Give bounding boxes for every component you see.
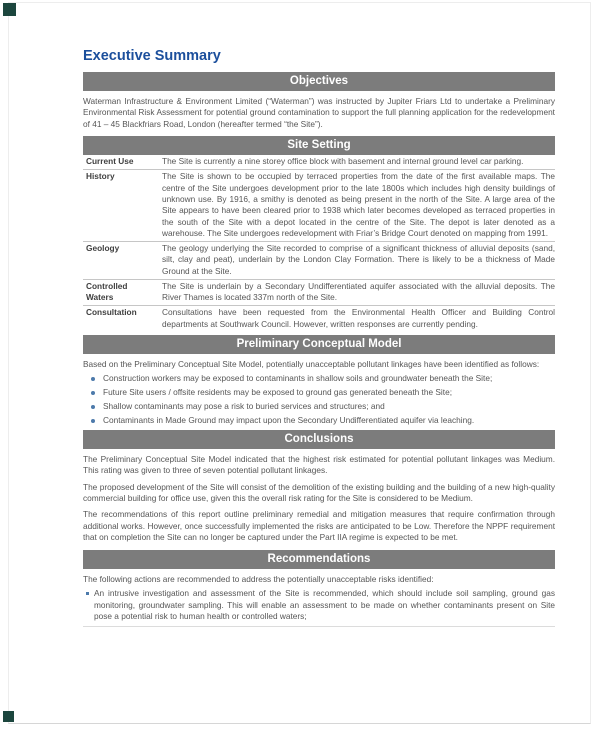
list-item	[83, 387, 555, 398]
conclusions-paragraph: The recommendations of this report outline preliminary remedial and mitigation measures that require confirmation through additional works. However, once successfully implemented the risks are anticipated to be Low. Therefore the NPPF requirement that on completion the Site can no longer be captured under the Part IIA regime is expected to be met.	[83, 509, 555, 543]
bullet-dot-icon	[91, 391, 95, 395]
bullet-dot-icon	[91, 377, 95, 381]
row-text: Consultations have been requested from the Environmental Health Officer and Building Control departments at Southwark Council. However, written responses are currently pending.	[162, 307, 555, 329]
pcm-bullet-list	[83, 373, 555, 426]
conclusions-paragraph: The Preliminary Conceptual Site Model indicated that the highest risk estimated for potential pollutant linkages was Medium. This rating was given to three of seven potential pollutant linkages.	[83, 453, 555, 476]
table-row	[83, 242, 555, 280]
list-item	[83, 401, 555, 412]
row-text: The Site is underlain by a Secondary Undifferentiated aquifer associated with the alluvial deposits. The River Thames is located 337m north of the Site.	[162, 280, 555, 303]
bullet-text: Shallow contaminants may pose a risk to buried services and structures; and	[103, 401, 385, 412]
row-text: The geology underlying the Site recorded to comprise of a significant thickness of alluvial deposits (sand, silt, clay and peat), underlain by the London Clay Formation. There is likely to be a thickness of Made Ground at the Site.	[162, 243, 555, 276]
table-row	[83, 306, 555, 331]
site-setting-table	[83, 155, 555, 331]
section-divider	[83, 626, 555, 627]
section-header-conclusions: Conclusions	[83, 430, 555, 449]
pcm-intro-paragraph: Based on the Preliminary Conceptual Site Model, potentially unacceptable pollutant linkages have been identified as follows:	[83, 358, 540, 369]
bullet-text: Contaminants in Made Ground may impact upon the Secondary Undifferentiated aquifer via leaching.	[103, 415, 475, 426]
row-label: Current Use	[86, 156, 134, 167]
bullet-square-icon	[86, 592, 89, 595]
row-label: Consultation	[86, 307, 137, 318]
corner-marker-bottom-left	[3, 711, 14, 722]
bullet-dot-icon	[91, 419, 95, 423]
row-text: The Site is shown to be occupied by terraced properties from the date of the first available maps. The centre of the Site undergoes development prior to the late 1800s which includes high density buildings of unknown use. By 1916, a smithy is denoted as being present in the north of the Site. A large area of the Site appears to have been cleared prior to 1938 which later becomes developed as terraced properties in the south of the Site with a depot located in the centre of the Site. The depot is later denoted as a warehouse. The Site undergoes redevelopment with Friar’s Bridge Court denoted on mapping from 1991.	[162, 171, 555, 239]
conclusions-paragraph: The proposed development of the Site will consist of the demolition of the existing building and the building of a new high-quality commercial building for office use, given this the overall risk rating for the Site is considered to be Medium.	[83, 481, 555, 503]
row-label: Geology	[86, 243, 120, 254]
list-item	[83, 415, 555, 426]
corner-marker-top-left	[3, 3, 16, 16]
section-header-preliminary-conceptual-model: Preliminary Conceptual Model	[83, 335, 555, 354]
row-label: History	[86, 171, 115, 182]
table-row	[83, 280, 555, 306]
bullet-text: An intrusive investigation and assessment of the Site is recommended, which should include soil sampling, ground gas monitoring, groundwater sampling. This will enable an assessment to be made on whether contaminants present on Site pose a potential risk to human health or controlled waters;	[94, 588, 555, 622]
section-header-recommendations: Recommendations	[83, 550, 555, 569]
table-row	[83, 155, 555, 170]
list-item	[83, 373, 555, 384]
section-header-site-setting: Site Setting	[83, 136, 555, 155]
list-item	[83, 588, 555, 622]
row-text: The Site is currently a nine storey office block with basement and internal ground level car parking.	[162, 156, 524, 167]
recommendations-bullet-list	[83, 588, 555, 622]
bullet-dot-icon	[91, 405, 95, 409]
section-header-objectives: Objectives	[83, 72, 555, 91]
page-title: Executive Summary	[83, 48, 221, 64]
bullet-text: Future Site users / offsite residents may be exposed to ground gas generated beneath the Site;	[103, 387, 452, 398]
row-label: Controlled Waters	[86, 280, 128, 303]
bullet-text: Construction workers may be exposed to contaminants in shallow soils and groundwater beneath the Site;	[103, 373, 493, 384]
document-content	[83, 47, 555, 627]
objectives-paragraph: Waterman Infrastructure & Environment Limited (“Waterman”) was instructed by Jupiter Friars Ltd to undertake a Preliminary Environmental Risk Assessment for potential ground contamination to support the full planning application for the redevelopment of 41 – 45 Blackfriars Road, London (hereafter termed “the Site”).	[83, 96, 555, 129]
table-row	[83, 170, 555, 242]
recommendations-intro-paragraph: The following actions are recommended to address the potentially unacceptable risks identified:	[83, 574, 434, 585]
